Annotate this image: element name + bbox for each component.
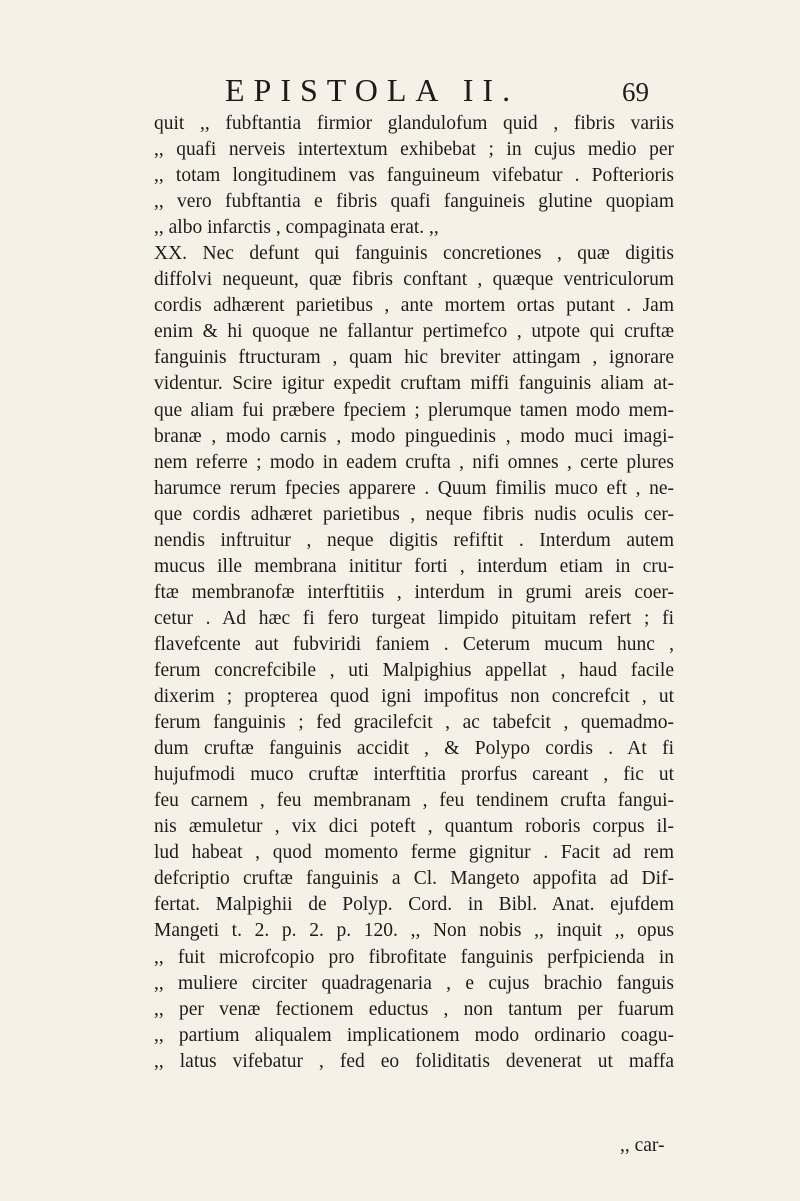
running-title: EPISTOLA II. xyxy=(225,72,520,108)
text-line: flavefcente aut fubviridi faniem . Ceterum mucum hunc , xyxy=(154,633,674,655)
text-line: ,, latus vifebatur , fed eo foliditatis devenerat ut maffa xyxy=(154,1050,674,1072)
text-line: ,, quafi nerveis intertextum exhibebat ; in cujus medio per xyxy=(154,139,674,161)
text-line: ftæ membranofæ interftitiis , interdum in grumi areis coer- xyxy=(154,581,674,603)
text-line: hujufmodi muco cruftæ interftitia prorfus careant , fic ut xyxy=(154,764,674,786)
text-line: XX. Nec defunt qui fanguinis concretiones , quæ digitis xyxy=(154,243,674,265)
text-line: lud habeat , quod momento ferme gignitur . Facit ad rem xyxy=(154,842,674,864)
text-line: nendis inftruitur , neque digitis refiftit . Interdum autem xyxy=(154,529,674,551)
page-number: 69 xyxy=(622,77,649,107)
text-line: que cordis adhæret parietibus , neque fibris nudis oculis cer- xyxy=(154,503,674,525)
catchword: ,, car- xyxy=(620,1135,665,1156)
text-line: que aliam fui præbere fpeciem ; plerumque tamen modo mem- xyxy=(154,399,674,421)
text-line: diffolvi nequeunt, quæ fibris conftant , quæque ventriculorum xyxy=(154,269,674,291)
text-line: feu carnem , feu membranam , feu tendinem crufta fangui- xyxy=(154,790,674,812)
text-line: cordis adhærent parietibus , ante mortem ortas putant . Jam xyxy=(154,295,674,317)
text-line: ,, fuit microfcopio pro fibrofitate fanguinis perfpicienda in xyxy=(154,946,674,968)
text-line: enim & hi quoque ne fallantur pertimefco , utpote qui cruftæ xyxy=(154,321,674,343)
body-text xyxy=(154,111,674,1075)
text-line: fertat. Malpighii de Polyp. Cord. in Bibl. Anat. ejufdem xyxy=(154,894,674,916)
text-line: branæ , modo carnis , modo pinguedinis , modo muci imagi- xyxy=(154,425,674,447)
text-line: videntur. Scire igitur expedit cruftam miffi fanguinis aliam at- xyxy=(154,373,674,395)
text-line: ,, albo infarctis , compaginata erat. ,, xyxy=(154,217,439,239)
text-line: ferum concrefcibile , uti Malpighius appellat , haud facile xyxy=(154,659,674,681)
text-line: cetur . Ad hæc fi fero turgeat limpido pituitam refert ; fi xyxy=(154,607,674,629)
text-line: defcriptio cruftæ fanguinis a Cl. Mangeto appofita ad Dif- xyxy=(154,868,674,890)
text-line: harumce rerum fpecies apparere . Quum fimilis muco eft , ne- xyxy=(154,477,674,499)
text-line: Mangeti t. 2. p. 2. p. 120. ,, Non nobis ,, inquit ,, opus xyxy=(154,920,674,942)
text-line: ,, per venæ fectionem eductus , non tantum per fuarum xyxy=(154,998,674,1020)
text-line: quit ,, fubftantia firmior glandulofum quid , fibris variis xyxy=(154,113,674,134)
text-line: mucus ille membrana inititur forti , interdum etiam in cru- xyxy=(154,555,674,577)
text-line: ,, muliere circiter quadragenaria , e cujus brachio fanguis xyxy=(154,972,674,994)
text-line: dixerim ; propterea quod igni impofitus non concrefcit , ut xyxy=(154,686,674,708)
text-line: fanguinis ftructuram , quam hic breviter attingam , ignorare xyxy=(154,347,674,369)
text-line: ,, vero fubftantia e fibris quafi fanguineis glutine quopiam xyxy=(154,191,674,213)
text-line: ,, partium aliqualem implicationem modo ordinario coagu- xyxy=(154,1024,674,1046)
text-line: nis æmuletur , vix dici poteft , quantum roboris corpus il- xyxy=(154,816,674,838)
text-line: ferum fanguinis ; fed gracilefcit , ac tabefcit , quemadmo- xyxy=(154,712,674,734)
page-header xyxy=(0,70,800,110)
text-line: ,, totam longitudinem vas fanguineum vifebatur . Pofterioris xyxy=(154,165,674,187)
text-line: nem referre ; modo in eadem crufta , nifi omnes , certe plures xyxy=(154,451,674,473)
text-line: dum cruftæ fanguinis accidit , & Polypo cordis . At fi xyxy=(154,738,674,760)
